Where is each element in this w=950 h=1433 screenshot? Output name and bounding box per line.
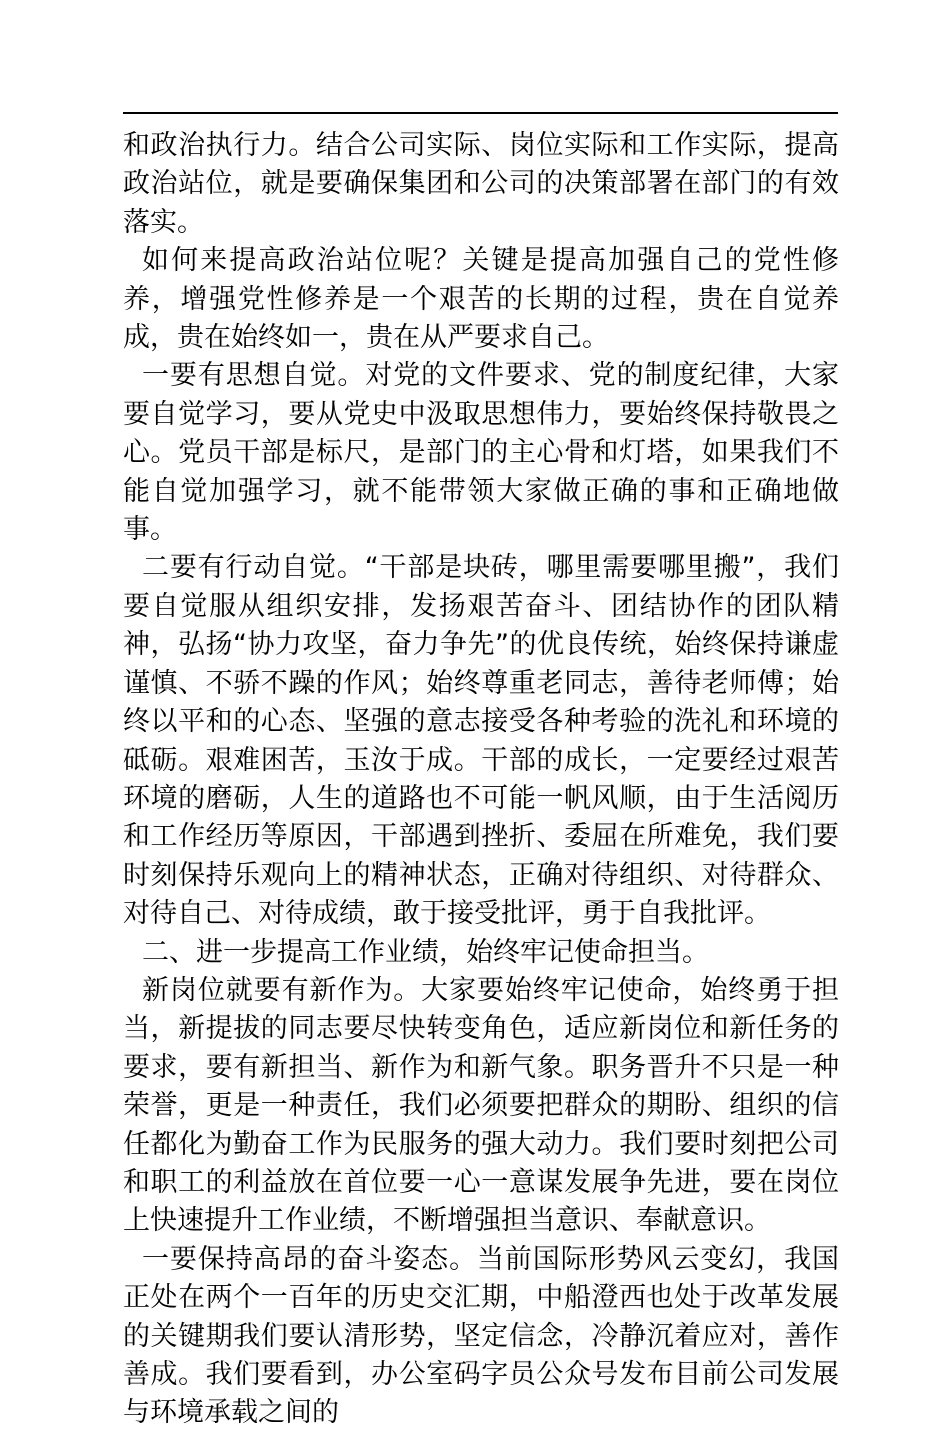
paragraph-continuation: 和政治执行力。结合公司实际、岗位实际和工作实际，提高政治站位，就是要确保集团和公司的决策部署在部门的有效落实。	[123, 130, 839, 238]
paragraph-new-position: 新岗位就要有新作为。大家要始终牢记使命，始终勇于担当，新提拔的同志要尽快转变角色，适应新岗位和新任务的要求，要有新担当、新作为和新气象。职务晋升不只是一种荣誉，更是一种责任，我们必须要把群众的期盼、组织的信任都化为勤奋工作为民服务的强大动力。我们要时刻把公司和职工的利益放在首位要一心一意谋发展争先进，要在岗位上快速提升工作业绩，不断增强担当意识、奉献意识。	[123, 974, 839, 1237]
paragraph-action-awareness: 二要有行动自觉。“干部是块砖，哪里需要哪里搬”，我们要自觉服从组织安排，发扬艰苦奋斗、团结协作的团队精神，弘扬“协力攻坚，奋力争先”的优良传统，始终保持谦虚谨慎、不骄不躁的作风；始终尊重老同志，善待老师傅；始终以平和的心态、坚强的意志接受各种考验的洗礼和环境的砥砺。艰难困苦，玉汝于成。干部的成长，一定要经过艰苦环境的磨砺，人生的道路也不可能一帆风顺，由于生活阅历和工作经历等原因，干部遇到挫折、委屈在所难免，我们要时刻保持乐观向上的精神状态，正确对待组织、对待群众、对待自己、对待成绩，敢于接受批评，勇于自我批评。	[123, 552, 839, 930]
document-body	[123, 127, 839, 1433]
section-heading-2: 二、进一步提高工作业绩，始终牢记使命担当。	[142, 936, 709, 968]
paragraph-ideological-awareness: 一要有思想自觉。对党的文件要求、党的制度纪律，大家要自觉学习，要从党史中汲取思想伟力，要始终保持敬畏之心。党员干部是标尺，是部门的主心骨和灯塔，如果我们不能自觉加强学习，就不能带领大家做正确的事和正确地做事。	[123, 360, 839, 546]
paragraph-high-spirit: 一要保持高昂的奋斗姿态。当前国际形势风云变幻，我国正处在两个一百年的历史交汇期，中船澄西也处于改革发展的关键期我们要认清形势，坚定信念，冷静沉着应对，善作善成。我们要看到，办公室码字员公众号发布目前公司发展与环境承载之间的	[123, 1243, 839, 1429]
paragraph-political-stance: 如何来提高政治站位呢？关键是提高加强自己的党性修养，增强党性修养是一个艰苦的长期的过程，贵在自觉养成，贵在始终如一，贵在从严要求自己。	[123, 245, 839, 354]
header-rule	[123, 112, 838, 114]
